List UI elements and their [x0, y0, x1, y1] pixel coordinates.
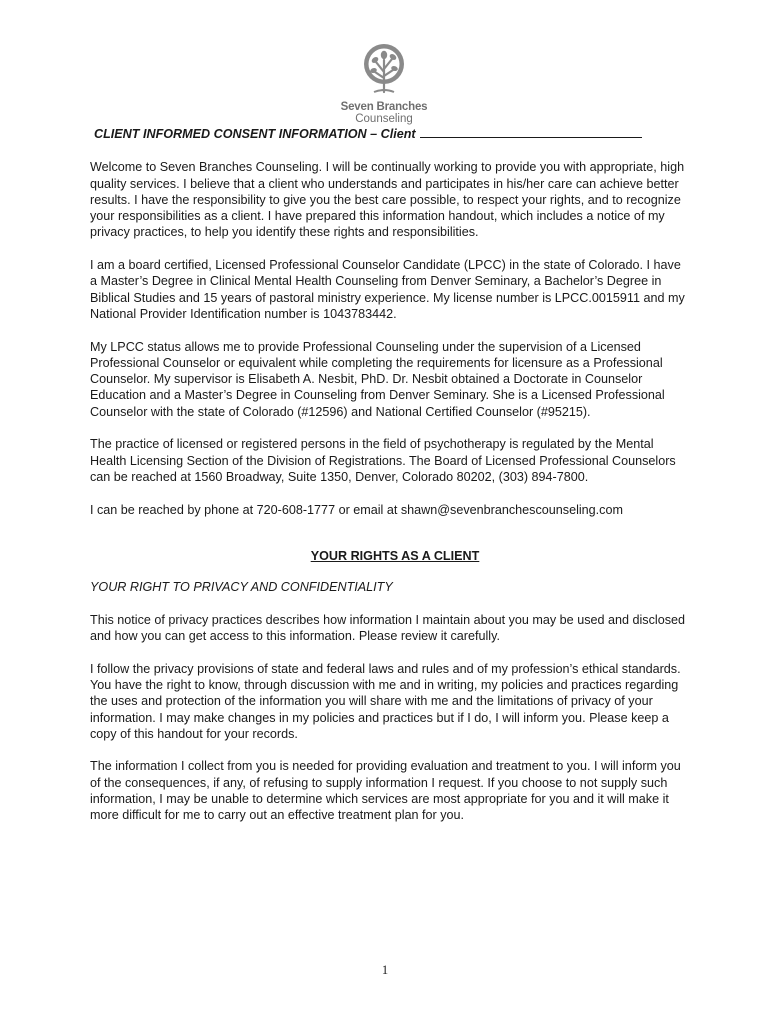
- logo-name-line1: Seven Branches: [340, 101, 428, 113]
- title-text: CLIENT INFORMED CONSENT INFORMATION – Client: [94, 127, 416, 141]
- rights-heading: YOUR RIGHTS AS A CLIENT: [310, 548, 480, 563]
- privacy-subheading: YOUR RIGHT TO PRIVACY AND CONFIDENTIALITY: [90, 580, 393, 595]
- intro-paragraph-credentials: I am a board certified, Licensed Professional Counselor Candidate (LPCC) in the state of Colorado. I have a Master’s Degree in Clinical Mental Health Counseling from Denver Seminary, a Bachelor’s Degree in Biblical Studies and 15 years of pastoral ministry experience. My license number is LPCC.0015911 and my National Provider Identification number is 1043783442.: [90, 258, 685, 321]
- intro-paragraph-contact: I can be reached by phone at 720-608-1777 or email at shawn@sevenbranchescounseling.com: [90, 502, 623, 517]
- page-number: 1: [381, 963, 389, 977]
- tree-icon: [336, 42, 432, 100]
- intro-paragraph-supervision: My LPCC status allows me to provide Professional Counseling under the supervision of a Licensed Professional Counselor or equivalent while completing the requirements for licensure as a Professional Counselor. My supervisor is Elisabeth A. Nesbit, PhD. Dr. Nesbit obtained a Doctorate in Counselor Education and a Master’s Degree in Counseling from Denver Seminary. She is a Licensed Professional Counselor with the state of Colorado (#12596) and National Certified Counselor (#95215).: [90, 339, 665, 419]
- logo-name-line2: Counseling: [355, 113, 413, 125]
- intro-paragraph-regulation: The practice of licensed or registered persons in the field of psychotherapy is regulated by the Mental Health Licensing Section of the Division of Registrations. The Board of Licensed Professional Counselors can be reached at 1560 Broadway, Suite 1350, Denver, Colorado 80202, (303) 894-7800.: [90, 437, 676, 484]
- document-body: [90, 126, 690, 824]
- logo: [336, 42, 432, 124]
- privacy-paragraph-notice: This notice of privacy practices describes how information I maintain about you may be used and disclosed and how you can get access to this information. Please review it carefully.: [90, 612, 686, 644]
- intro-paragraph-welcome: Welcome to Seven Branches Counseling. I will be continually working to provide you with appropriate, high quality services. I believe that a client who understands and participates in his/her care can achieve better results. I have the responsibility to give you the best care possible, to respect your rights, and to recognize your responsibilities as a client. I have prepared this information handout, which includes a notice of my privacy practices, to help you identify these rights and responsibilities.: [90, 160, 685, 240]
- privacy-paragraph-provisions: I follow the privacy provisions of state and federal laws and rules and of my profession’s ethical standards. You have the right to know, through discussion with me and in writing, my policies and practices regarding the uses and protection of the information you will share with me and the limitations of privacy of your information. I may make changes in my policies and practices but if I do, I will inform you. Please keep a copy of this handout for your records.: [90, 661, 681, 741]
- privacy-paragraph-information: The information I collect from you is needed for providing evaluation and treatment to you. I will inform you of the consequences, if any, of refusing to supply information I request. If you choose to not supply such information, I may be unable to determine which services are most appropriate for you and it will make it more difficult for me to carry out an effective treatment plan for you.: [90, 759, 681, 823]
- client-name-blank[interactable]: [420, 126, 642, 138]
- document-title: [94, 126, 690, 142]
